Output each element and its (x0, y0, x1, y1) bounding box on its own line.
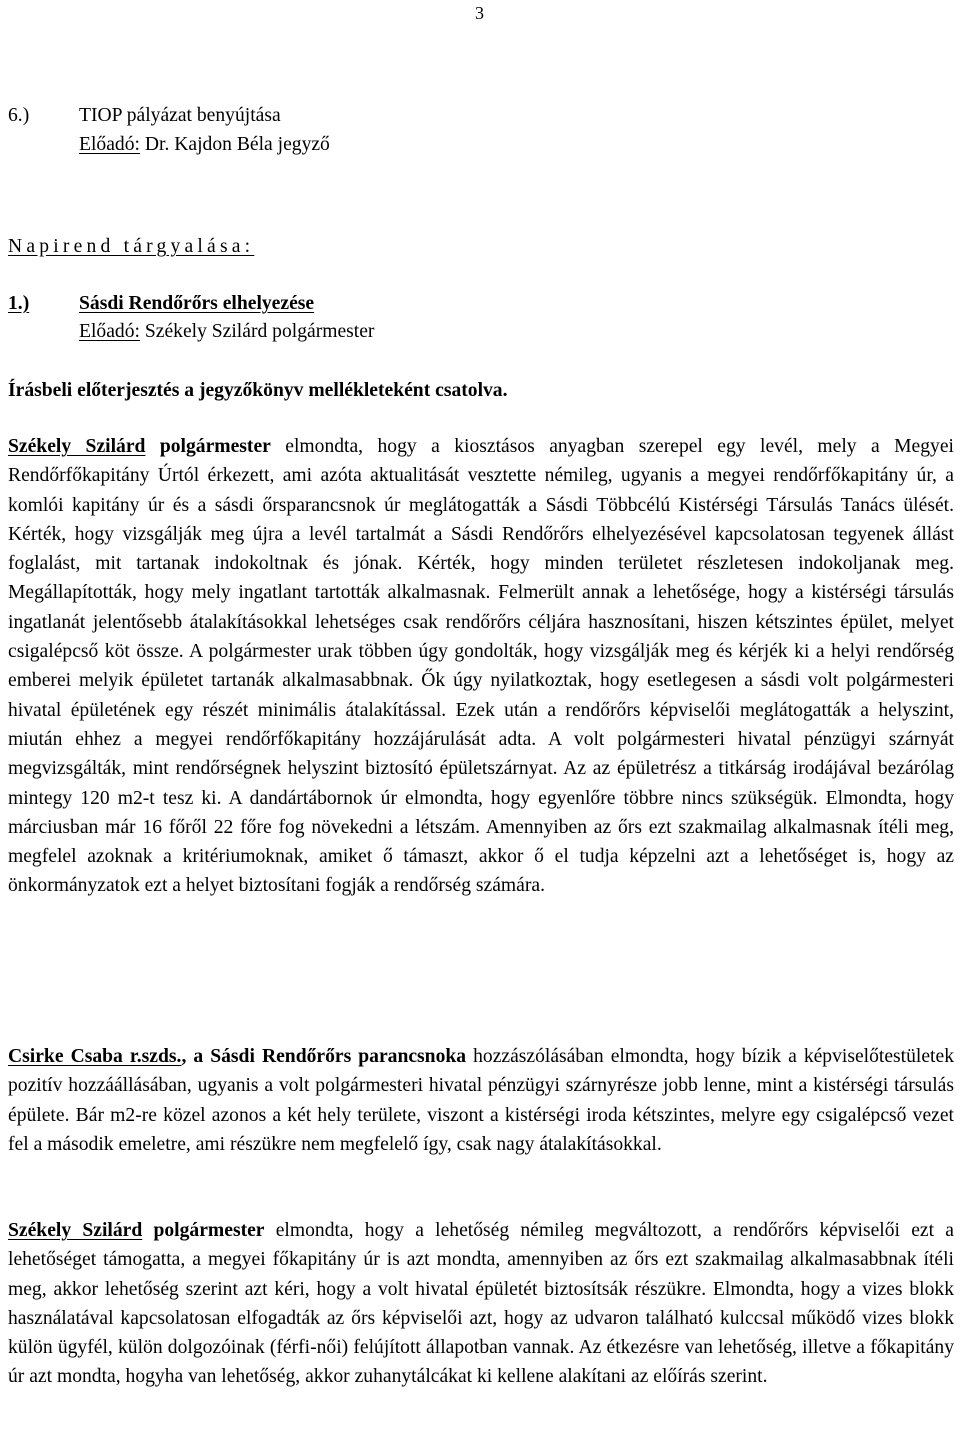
agenda-item-title: TIOP pályázat benyújtása (79, 105, 281, 126)
paragraph-text: hozzászólásában elmondta, hogy bízik a képviselőtestületek pozitív hozzáállásában, ugyanis a volt polgármesteri hivatal pénzügyi szárnyrésze jobb lenne, mint a kistérségi társulás épülete. Bár m2-re közel azonos a két hely területe, viszont a kistérségi iroda kétszintes, melyre egy csigalépcső vezet fel a második emeletre, ami részükre nem megfelelő így, csak nagy átalakításokkal. (8, 1046, 954, 1155)
agenda-item-1-presenter (79, 322, 374, 342)
agenda-item-6-presenter (79, 135, 330, 155)
presenter-name: Székely Szilárd polgármester (139, 321, 375, 342)
agenda-item-number: 6.) (8, 105, 30, 126)
agenda-heading: Napirend tárgyalása: (8, 236, 255, 257)
presenter-label: Előadó: (79, 134, 140, 155)
minutes-paragraph (8, 1042, 954, 1159)
speaker-role: , a Sásdi Rendőrőrs parancsnoka (181, 1046, 467, 1067)
minutes-paragraph (8, 432, 954, 901)
paragraph-text: elmondta, hogy a kiosztásos anyagban szerepel egy levél, mely a Megyei Rendőrfőkapitány Úrtól érkezett, ami azóta aktualitását vesztette némileg, ugyanis a megyei rendőrfőkapitány úr, a komlói kapitány úr és a sásdi őrsparancsnok úr meglátogatták a Sásdi Többcélú Kistérségi Társulás Tanács ülését. Kérték, hogy vizsgálják meg újra a levél tartalmát a Sásdi Rendőrőrs elhelyezésével kapcsolatosan tegyenek állást foglalást, mit tartanak indokoltnak és jónak. Kérték, hogy minden területet részletesen indokoljanak meg. Megállapították, hogy mely ingatlant tartották alkalmasnak. Felmerült annak a lehetősége, hogy a kistérségi társulás ingatlanát jelentősebb átalakításokkal lehetséges csak rendőrőrs céljára hasznosítani, hiszen kétszintes épület, melyet csigalépcső köt össze. A polgármester urak többen úgy gondolták, hogy vizsgálják meg és kérjék ki a helyi rendőrség emberei melyik épületet tartanák alkalmasabbnak. Ők úgy nyilatkoztak, hogy esetlegesen a sásdi volt polgármesteri hivatal épületének egy részét minimális átalakítással. Ezek után a rendőrőrs képviselői meglátogatták a helyszint, miután ehhez a megyei rendőrfőkapitány hozzájárulását adta. A volt polgármesteri hivatal pénzügyi szárnyát megvizsgálták, mint rendőrségnek helyszint biztosító épületszárnyat. Az az épületrész a titkárság irodájával bezárólag mintegy 120 m2-t tesz ki. A dandártábornok úr elmondta, hogy egyenlőre többre nincs szükségük. Elmondta, hogy márciusban már 16 főről 22 főre fog növekedni a létszám. Amennyiben az őrs ezt szakmailag alkalmasnak ítéli meg, megfelel azoknak a kritériumoknak, amiket ő támaszt, akkor ő el tudja képzelni azt a lehetőséget is, hogy az önkormányzatok ezt a helyet biztosítani fogják a rendőrség számára. (8, 436, 954, 897)
minutes-paragraph (8, 1216, 954, 1392)
paragraph-text: elmondta, hogy a lehetőség némileg megváltozott, a rendőrőrs képviselői ezt a lehetőséget támogatta, a megyei főkapitány úr is azt mondta, amennyiben az őrs ezt szakmailag alkalmasabbnak ítéli meg, akkor lehetőség szerint azt kéri, hogy a volt hivatal épületét biztosítsák részükre. Elmondta, hogy a vizes blokk használatával kapcsolatosan elfogadták az őrs képviselői azt, hogy az udvaron található kulccsal működő vizes blokk külön ügyfél, külön dolgozóinak (férfi-női) felújított állapotban vannak. Az étkezésre van lehetőség, illetve a főkapitány úr azt mondta, hogyha van lehetőség, akkor zuhanytálcákat ki kellene alakítani az előírás szerint. (8, 1220, 954, 1388)
presenter-label: Előadó: (79, 321, 140, 342)
speaker-name: Csirke Csaba r.szds. (8, 1046, 182, 1067)
presenter-name: Dr. Kajdon Béla jegyző (139, 134, 330, 155)
speaker-role: polgármester (145, 436, 271, 457)
agenda-item-number: 1.) (8, 293, 30, 314)
speaker-name: Székely Szilárd (8, 436, 146, 457)
attachment-note: Írásbeli előterjesztés a jegyzőkönyv mellékleteként csatolva. (8, 380, 508, 401)
speaker-role: polgármester (142, 1220, 265, 1241)
agenda-item-title: Sásdi Rendőrőrs elhelyezése (79, 293, 315, 314)
page-number: 3 (475, 3, 484, 23)
speaker-name: Székely Szilárd (8, 1220, 143, 1241)
